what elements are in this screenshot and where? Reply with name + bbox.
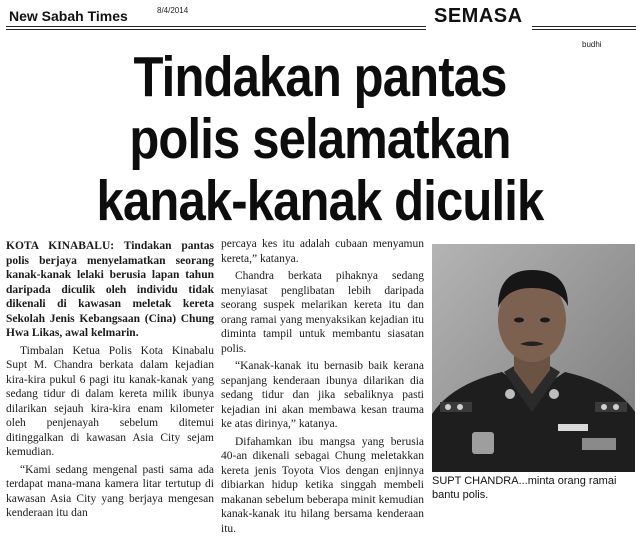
officer-photo	[432, 244, 635, 472]
reporter-byline: budhi	[582, 40, 602, 49]
masthead-rule-right	[532, 26, 636, 30]
article-paragraph: “Kami sedang mengenal pasti sama ada terdapat mana-mana kamera litar tertutup di kawasan Asia City yang berjaya mengesan kenderaan itu dan	[6, 463, 214, 519]
officer-portrait-icon	[432, 244, 635, 472]
headline-line-2: polis selamatkan	[129, 107, 511, 171]
headline-line-3: kanak-kanak diculik	[96, 169, 544, 233]
headline-line-1: Tindakan pantas	[133, 45, 507, 109]
lead-paragraph: KOTA KINABALU: Tindakan pantas polis berjaya menyelamatkan seorang kanak-kanak lelaki berusia lapan tahun daripada diculik oleh individu tidak dikenali di kawasan meletak kereta Sekolah Jenis Kebangsaan (Cina) Chung Hwa Likas, awal kelmarin.	[6, 240, 214, 339]
article-paragraph: Difahamkan ibu mangsa yang berusia 40-an dikenali sebagai Chung meletakkan kereta jenis Toyota Vios dengan enjinnya dibiarkan hidup ketika singgah membeli makanan sebelum beberapa minit kemudian kanak-kanak itu hilang bersama kenderaan itu.	[221, 435, 424, 535]
article-column-1	[6, 239, 214, 524]
article-paragraph: “Kanak-kanak itu bernasib baik kerana sepanjang kenderaan ibunya dilarikan dia sedang tidur dan jika sebaliknya pasti kejadian ini akan membawa kesan trauma ke atas dirinya,” katanya.	[221, 360, 424, 430]
article-paragraph: Chandra berkata pihaknya sedang menyiasat penglibatan lebih daripada seorang suspek melarikan kereta itu dan orang ramai yang menyaksikan kejadian itu diminta tampil untuk membantu siasatan polis.	[221, 270, 424, 355]
article-paragraph: percaya kes itu adalah cubaan menyamun kereta,” katanya.	[221, 238, 424, 265]
newspaper-name: New Sabah Times	[9, 8, 128, 24]
section-label: SEMASA	[434, 5, 523, 27]
masthead-rule-left	[6, 26, 426, 30]
masthead	[0, 0, 640, 28]
article-column-2	[221, 237, 424, 539]
photo-caption: SUPT CHANDRA...minta orang ramai bantu polis.	[432, 475, 617, 501]
headline	[45, 46, 595, 232]
article-paragraph: Timbalan Ketua Polis Kota Kinabalu Supt M. Chandra berkata dalam kejadian kira-kira pukul 6 pagi itu kanak-kanak yang sedang tidur di dalam kereta milik ibunya dilarikan sejauh kira-kira enam kilometer oleh penjenayah sebelum ditemui ditinggalkan di kawasan Asia City sejam kemudian.	[6, 344, 214, 458]
issue-date: 8/4/2014	[157, 6, 189, 15]
